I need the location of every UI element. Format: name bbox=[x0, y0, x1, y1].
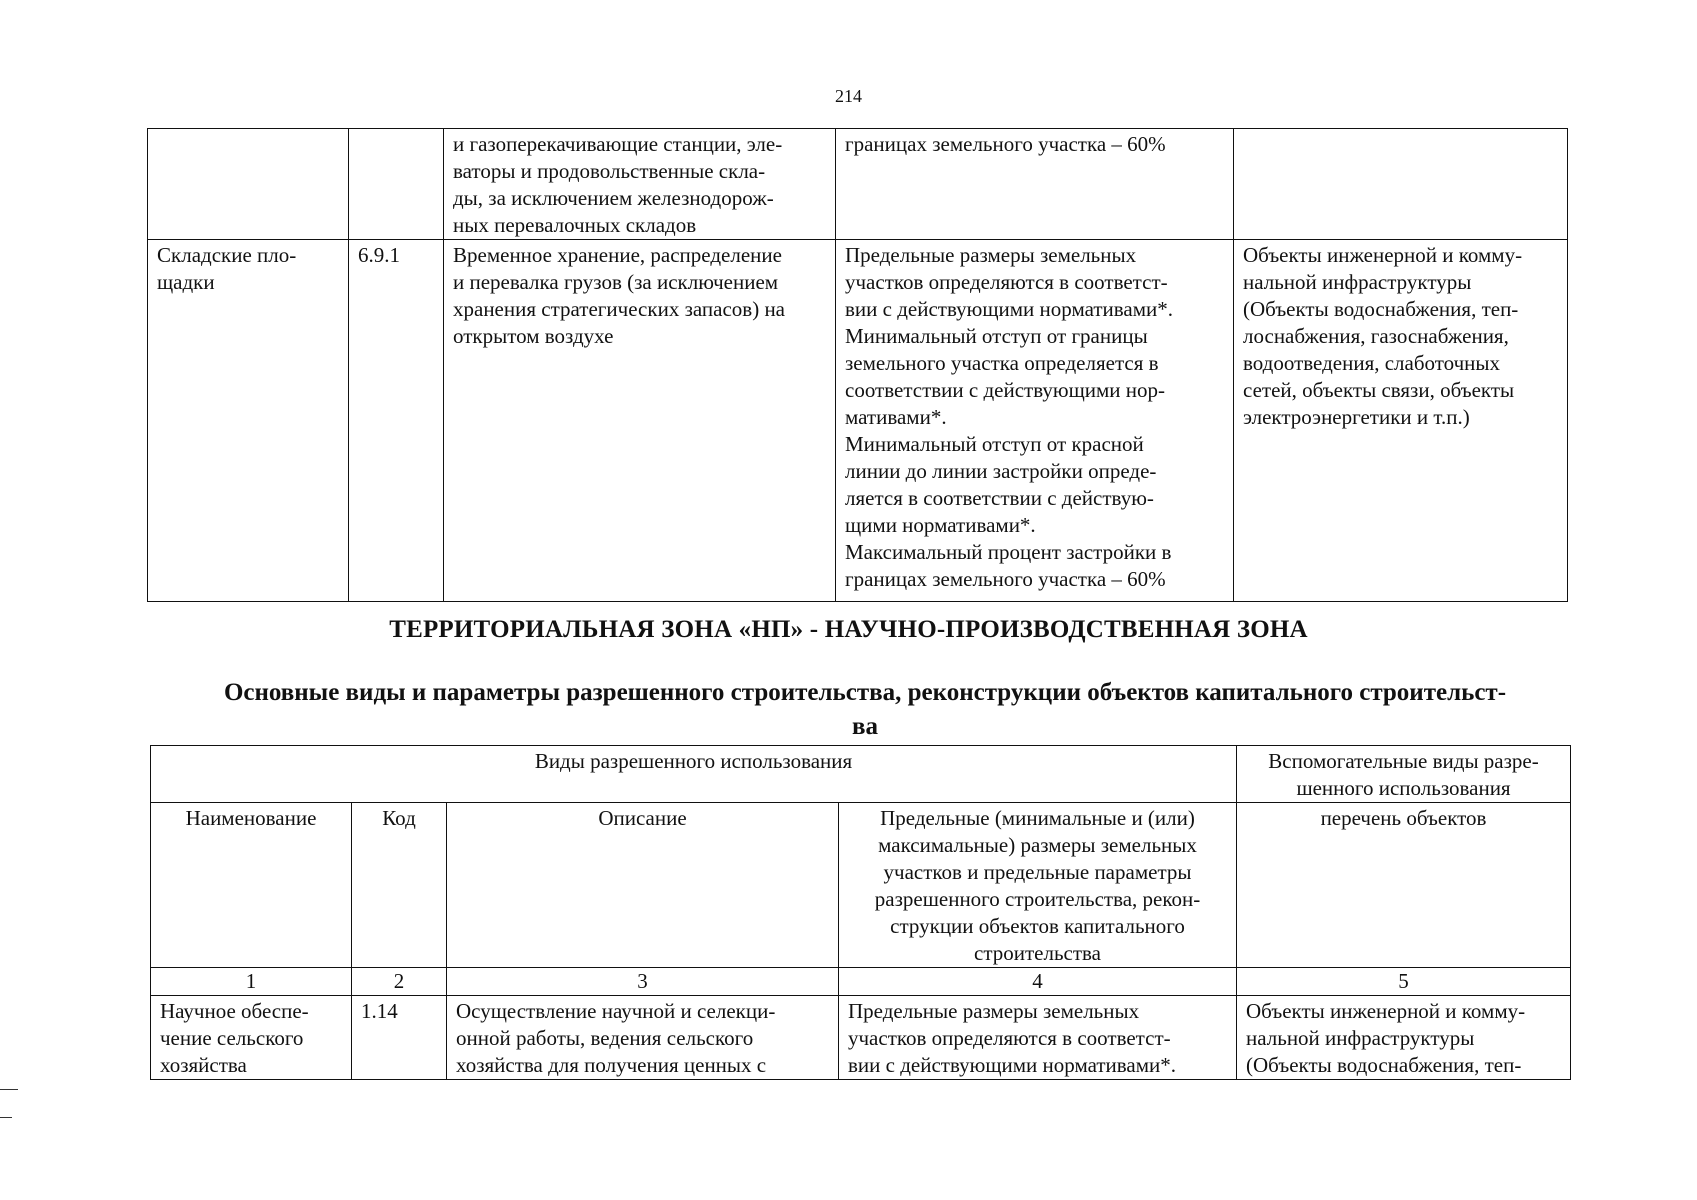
column-number-3: 3 bbox=[447, 968, 839, 996]
top-row2-name: Складские пло- щадки bbox=[148, 240, 349, 602]
table-row bbox=[148, 129, 1568, 240]
main-row1-name: Научное обеспе- чение сельского хозяйства bbox=[151, 996, 352, 1080]
top-table bbox=[147, 128, 1568, 602]
zone-title: ТЕРРИТОРИАЛЬНАЯ ЗОНА «НП» - НАУЧНО-ПРОИЗВОДСТВЕННАЯ ЗОНА bbox=[389, 616, 1308, 643]
section-title-line1: Основные виды и параметры разрешенного строительства, реконструкции объектов капитального строительст- bbox=[223, 679, 1507, 706]
top-row2-code: 6.9.1 bbox=[349, 240, 444, 602]
page-number: 214 bbox=[835, 86, 862, 106]
top-row2-description: Временное хранение, распределение и перевалка грузов (за исключением хранения стратегических запасов) на открытом воздухе bbox=[444, 240, 836, 602]
top-row1-parameters: границах земельного участка – 60% bbox=[836, 129, 1234, 240]
scan-margin-mark bbox=[0, 1089, 18, 1090]
top-row1-auxiliary bbox=[1234, 129, 1568, 240]
column-header-code: Код bbox=[352, 803, 447, 968]
column-number-5: 5 bbox=[1237, 968, 1571, 996]
top-row1-code bbox=[349, 129, 444, 240]
top-row1-description: и газоперекачивающие станции, эле- ваторы и продовольственные скла- ды, за исключением железнодорож- ных перевалочных складов bbox=[444, 129, 836, 240]
group-header-row bbox=[151, 746, 1571, 803]
column-number-row bbox=[151, 968, 1571, 996]
main-table bbox=[150, 745, 1571, 1080]
column-number-4: 4 bbox=[839, 968, 1237, 996]
table-row bbox=[151, 996, 1571, 1080]
section-title-line2: ва bbox=[851, 713, 878, 740]
top-row2-auxiliary: Объекты инженерной и комму- нальной инфраструктуры (Объекты водоснабжения, теп- лоснабжения, газоснабжения, водоотведения, слаботочных сетей, объекты связи, объекты электроэнергетики и т.п.) bbox=[1234, 240, 1568, 602]
column-header-description: Описание bbox=[447, 803, 839, 968]
main-row1-code: 1.14 bbox=[352, 996, 447, 1080]
scan-margin-mark bbox=[0, 1117, 12, 1118]
column-header-name: Наименование bbox=[151, 803, 352, 968]
top-row1-name bbox=[148, 129, 349, 240]
column-header-row bbox=[151, 803, 1571, 968]
column-header-auxiliary: перечень объектов bbox=[1237, 803, 1571, 968]
column-header-parameters: Предельные (минимальные и (или) максимальные) размеры земельных участков и предельные параметры разрешенного строительства, рекон- струкции объектов капитального строительства bbox=[839, 803, 1237, 968]
section-title bbox=[160, 676, 1570, 744]
table-row bbox=[148, 240, 1568, 602]
main-row1-parameters: Предельные размеры земельных участков определяются в соответст- вии с действующими нормативами*. bbox=[839, 996, 1237, 1080]
column-number-1: 1 bbox=[151, 968, 352, 996]
group-header: Виды разрешенного использования bbox=[151, 746, 1237, 803]
main-row1-description: Осуществление научной и селекци- онной работы, ведения сельского хозяйства для получения ценных с bbox=[447, 996, 839, 1080]
column-number-2: 2 bbox=[352, 968, 447, 996]
top-row2-parameters: Предельные размеры земельных участков определяются в соответст- вии с действующими нормативами*. Минимальный отступ от границы земельного участка определяется в соответствии с действующими нор- мативами*. Минимальный отступ от красной линии до линии застройки опреде- ляется в соответствии с действую- щими нормативами*. Максимальный процент застройки в границах земельного участка – 60% bbox=[836, 240, 1234, 602]
main-row1-auxiliary: Объекты инженерной и комму- нальной инфраструктуры (Объекты водоснабжения, теп- bbox=[1237, 996, 1571, 1080]
aux-group-header: Вспомогательные виды разре- шенного использования bbox=[1237, 746, 1571, 803]
